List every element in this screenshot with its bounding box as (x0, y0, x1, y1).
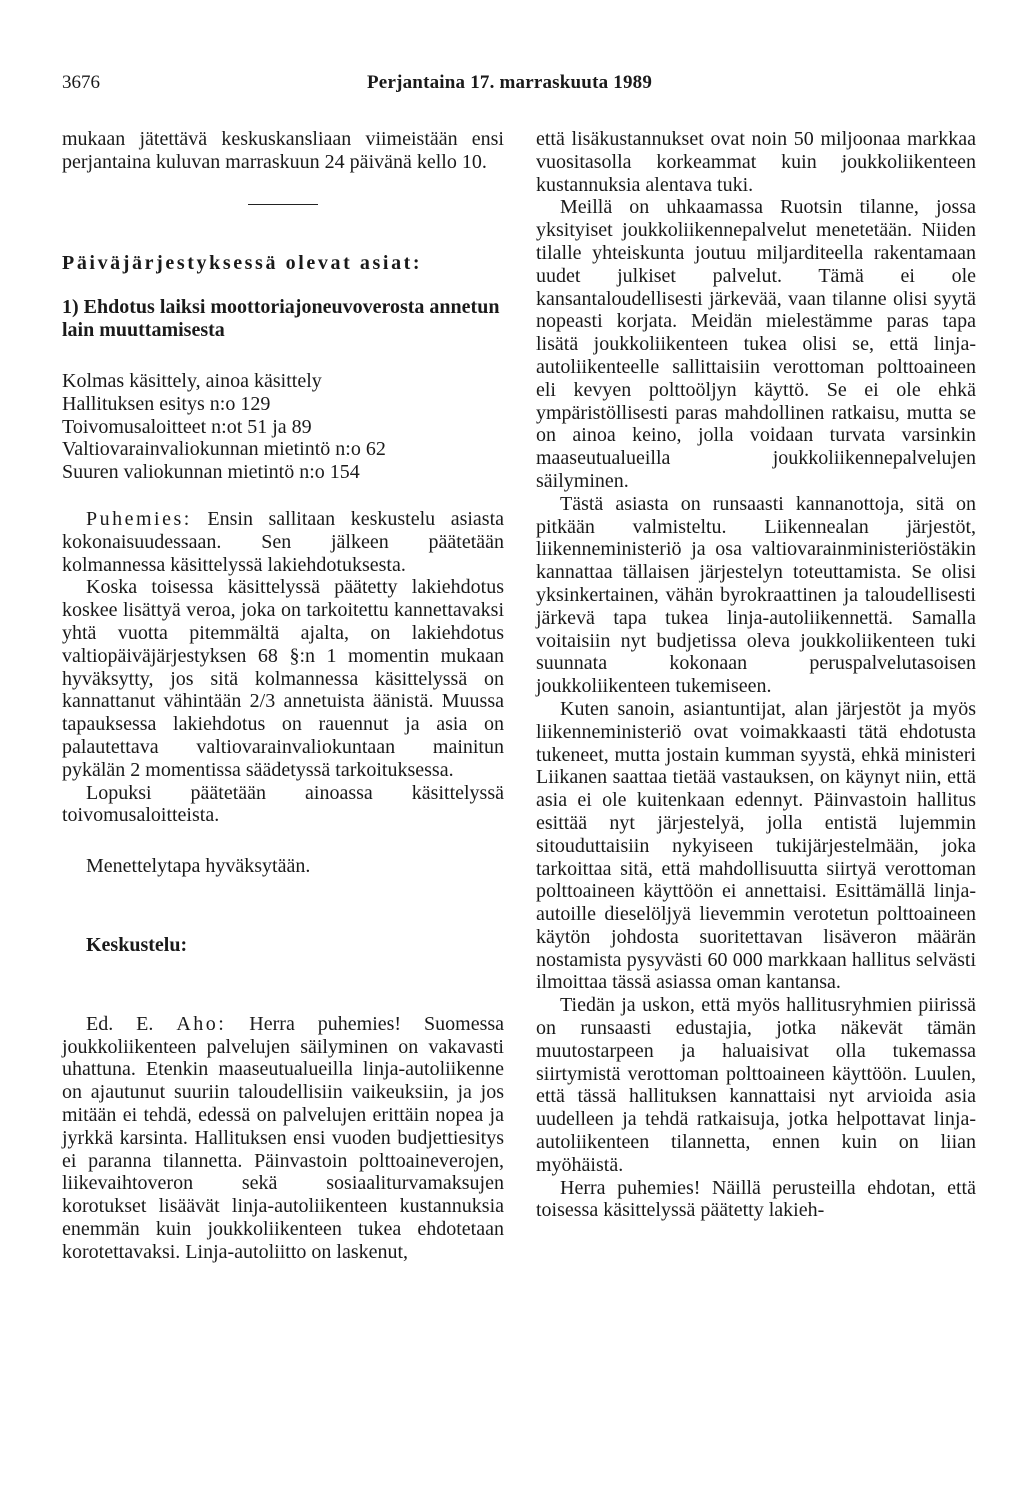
speech-paragraph: Herra puhemies! Näillä perusteilla ehdotan, että toisessa käsittelyssä päätetty lakieh- (536, 1176, 976, 1222)
agenda-heading: Päiväjärjestyksessä olevat asiat: (62, 251, 423, 274)
session-date: Perjantaina 17. marraskuuta 1989 (367, 72, 653, 93)
speech-paragraph: Meillä on uhkaamassa Ruotsin tilanne, jossa yksityiset joukkoliikennepalvelut menetetään. Niiden tilalle yhteiskunta joutuu miljarditeella rakentamaan uudet julkiset palvelut. Tämä ei ole kansantaloudellisesti järkevää, vaan tilanne olisi syytä nopeasti korjata. Meidän mielestämme paras tapa lisätä joukkoliikenteen tukea olisi se, että linja-autoliikenteelle sallittaisiin verottoman polttoaineen eli kevyen polttoöljyn käyttö. Se ei ole ehkä ympäristöllisesti paras mahdollinen ratkaisu, mutta se on ainoa keino, jolla voidaan turvata varsinkin maaseutualueilla joukkoliikennepalvelujen säilyminen. (536, 196, 976, 492)
speaker-name: Aho: (176, 1012, 227, 1035)
item-info-list (62, 370, 504, 484)
info-line: Hallituksen esitys n:o 129 (62, 392, 271, 415)
speaker-prefix: Ed. E. (86, 1012, 154, 1035)
discussion-heading: Keskustelu: (86, 933, 188, 956)
chairman-paragraph (62, 508, 504, 576)
info-line: Suuren valiokunnan mietintö n:o 154 (62, 461, 360, 484)
decision-line: Menettelytapa hyväksytään. (86, 855, 311, 878)
speech-text: Herra puhemies! Suomessa joukkoliikenteen palvelujen säilyminen on vakavasti uhattuna. Etenkin maaseutualueilla linja-autoliikenne on ajautunut suuriin taloudellisiin vaikeuksiin, ja jos mitään ei tehdä, edessä on palvelujen erittäin nopea ja jyrkkä karsinta. Hallituksen ensi vuoden budjettiesitys ei paranna tilannetta. Päinvastoin polttoaineverojen, liikevaihtoveron sekä sosiaaliturvamaksujen korotukset lisäävät linja-autoliikenteen kustannuksia enemmän kuin joukkoliikenteen tukea ehdotetaan korotettavaksi. Linja-autoliitto on laskenut, (62, 1012, 505, 1263)
speech-paragraph: Tästä asiasta on runsaasti kannanottoja, sitä on pitkään valmisteltu. Liikennealan järjestöt, liikenneministeriö ja osa valtiovarainministeriöstäkin kannattaa tällaisen järjestelyn toteuttamista. Se olisi yksinkertainen, vähän byrokraattinen ja taloudellisesti järkevä tapa tukea linja-autoliikennettä. Samalla voitaisiin nyt budjetissa oleva joukkoliikenteen tuki suunnata kokonaan peruspalvelutasoisen joukkoliikenteen tukemiseen. (536, 492, 976, 698)
speech-paragraph (62, 1013, 504, 1264)
opening-paragraph: mukaan jätettävä keskuskansliaan viimeistään ensi perjantaina kuluvan marraskuun 24 päivänä kello 10. (62, 128, 504, 173)
speech-paragraph: Kuten sanoin, asiantuntijat, alan järjestöt ja myös liikenneministeriö ovat voimakkaasti tätä ehdotusta tukeneet, mutta jostain kumman syystä, ehkä ministeri Liikanen saattaa tietää vastauksen, on käynyt niin, että asia ei ole kuitenkaan edennyt. Päinvastoin hallitus esittää nyt järjestelyä, jolla entistä lujemmin sitouduttaisiin nykyiseen tukijärjestelmään, joka tarkoittaa sitä, että mahdollisuutta siirtyä verottoman polttoaineen käyttöön ei annettaisi. Esittämällä linja-autoille dieselöljyä lievemmin verotetun polttoaineen käytön johdosta suoritettavan lisäveron määrän nostamista pysyvästi 60 000 markkaan hallitus selvästi ilmoittaa tässä asiassa oman kantansa. (536, 697, 976, 994)
speech-paragraph: että lisäkustannukset ovat noin 50 miljoonaa markkaa vuositasolla korkeammat kuin joukkoliikenteen kustannuksia alentava tuki. (536, 128, 976, 196)
page-number: 3676 (62, 72, 100, 93)
speech (62, 1013, 504, 1264)
speech-paragraph: Tiedän ja uskon, että myös hallitusryhmien piirissä on runsaasti edustajia, jotka näkevät tämän muutostarpeen ja haluaisivat olla tukemassa siirtymistä verottoman polttoaineen käyttöön. Luulen, että tässä hallituksen kannattaisi nyt arvioida asia uudelleen ja tehdä ratkaisuja, jotka helpottavat linja-autoliikenteen tilannetta, ennen kuin on liian myöhäistä. (536, 994, 976, 1176)
info-line: Kolmas käsittely, ainoa käsittely (62, 369, 322, 392)
chairman-paragraph: Lopuksi päätetään ainoassa käsittelyssä toivomusaloitteista. (62, 781, 504, 827)
info-line: Valtiovarainvaliokunnan mietintö n:o 62 (62, 438, 386, 461)
page-header (62, 72, 966, 96)
info-line: Toivomusaloitteet n:ot 51 ja 89 (62, 415, 312, 438)
chairman-paragraph: Koska toisessa käsittelyssä päätetty lakiehdotus koskee lisättyä veroa, joka on tarkoitettu kannettavaksi yhtä vuotta pitemmältä ajalta, on lakiehdotus valtiopäiväjärjestyksen 68 §:n 1 momentin mukaan hyväksytty, jos sitä kolmannessa käsittelyssä on kannattanut vähintään 2/3 annetuista äänistä. Muussa tapauksessa lakiehdotus on rauennut ja asia on palautettava valtiovarainvaliokuntaan mainitun pykälän 2 momentissa säädetyssä tarkoituksessa. (62, 576, 504, 781)
chairman-text: Ensin sallitaan keskustelu asiasta kokonaisuudessaan. Sen jälkeen päätetään kolmannessa käsittelyssä lakiehdotuksesta. (62, 507, 504, 576)
section-divider (248, 204, 318, 205)
agenda-item-title: 1) Ehdotus laiksi moottoriajoneuvoverosta annetun lain muuttamisesta (62, 296, 500, 342)
chairman-label: Puhemies: (86, 507, 192, 530)
chairman-statement (62, 508, 504, 827)
left-column (62, 128, 504, 1263)
right-column (536, 128, 976, 1222)
